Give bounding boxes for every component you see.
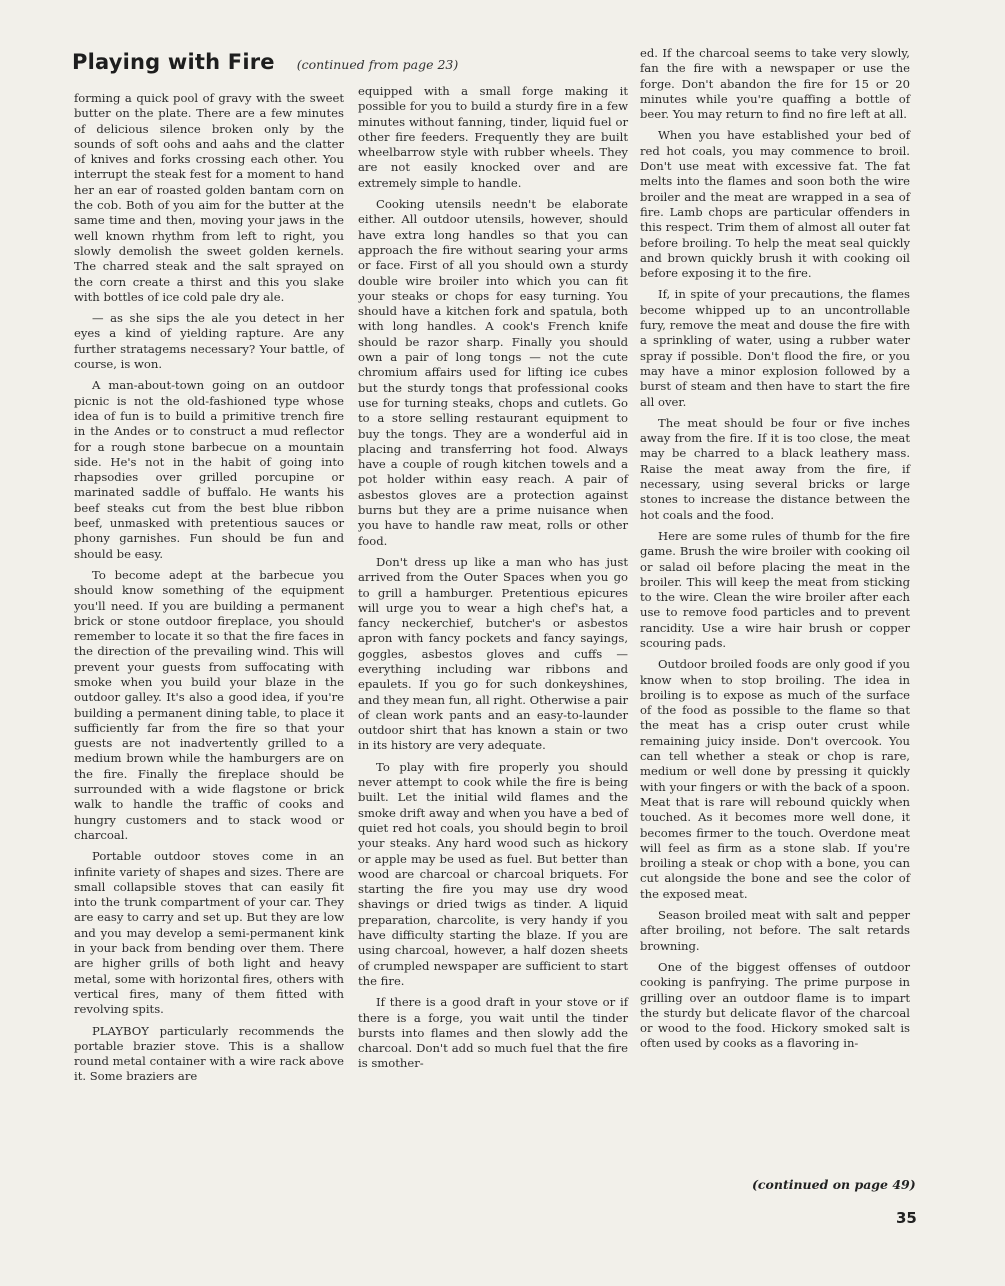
- text-column-3: [640, 46, 910, 1058]
- continued-on-note: (continued on page 49): [752, 1177, 916, 1192]
- paragraph: A man-about-town going on an outdoor picnic is not the old-fashioned type whose idea of fun is to build a primitive trench fire in the Andes or to construct a mud reflector for a rough stone barbecue on a mountain side. He's not in the habit of going into rhapsodies over grilled porcupine or marinated saddle of buffalo. He wants his beef steaks cut from the best blue ribbon beef, unmasked with pretentious sauces or phony garnishes. Fun should be fun and should be easy.: [74, 378, 344, 561]
- paragraph: One of the biggest offenses of outdoor cooking is panfrying. The prime purpose in grilling over an outdoor flame is to impart the sturdy but delicate flavor of the charcoal or wood to the food. Hickory smoked salt is often used by cooks as a flavoring in-: [640, 959, 910, 1051]
- paragraph: To become adept at the barbecue you should know something of the equipment you'll need. If you are building a permanent brick or stone outdoor fireplace, you should remember to locate it so that the fire faces in the direction of the prevailing wind. This will prevent your guests from suffocating with smoke when you build your blaze in the outdoor galley. It's also a good idea, if you're building a permanent dining table, to place it sufficiently far from the fire so that your guests are not inadvertently grilled to a medium brown while the hamburgers are on the fire. Finally the fireplace should be surrounded with a wide flagstone or brick walk to handle the traffic of cooks and hungry customers and to stack wood or charcoal.: [74, 567, 344, 842]
- paragraph: Cooking utensils needn't be elaborate either. All outdoor utensils, however, should have extra long handles so that you can approach the fire without searing your arms or face. First of all you should own a sturdy double wire broiler into which you can fit your steaks or chops for easy turning. You should have a kitchen fork and spatula, both with long handles. A cook's French knife should be razor sharp. Finally you should own a pair of long tongs — not the cute chromium affairs used for lifting ice cubes but the sturdy tongs that professional cooks use for turning steaks, chops and cutlets. Go to a store selling restaurant equipment to buy the tongs. They are a wonderful aid in placing and transferring hot food. Always have a couple of rough kitchen towels and a pot holder within easy reach. A pair of asbestos gloves are a protection against burns but they are a prime nuisance when you have to handle raw meat, rolls or other food.: [358, 197, 628, 548]
- paragraph: forming a quick pool of gravy with the sweet butter on the plate. There are a few minutes of delicious silence broken only by the sounds of soft oohs and aahs and the clatter of knives and forks crossing each other. You interrupt the steak fest for a moment to hand her an ear of roasted golden bantam corn on the cob. Both of you aim for the butter at the same time and then, moving your jaws in the well known rhythm from left to right, you slowly demolish the sweet golden kernels. The charred steak and the salt sprayed on the corn create a thirst and this you slake with bottles of ice cold pale dry ale.: [74, 91, 344, 304]
- paragraph: To play with fire properly you should never attempt to cook while the fire is being built. Let the initial wild flames and the smoke drift away and when you have a bed of quiet red hot coals, you should begin to broil your steaks. Any hard wood such as hickory or apple may be used as fuel. But better than wood are charcoal or charcoal briquets. For starting the fire you may use dry wood shavings or dried twigs as tinder. A liquid preparation, charcolite, is very handy if you have difficulty starting the blaze. If you are using charcoal, however, a half dozen sheets of crumpled newspaper are sufficient to start the fire.: [358, 759, 628, 988]
- paragraph: Here are some rules of thumb for the fire game. Brush the wire broiler with cooking oil or salad oil before placing the meat in the broiler. This will keep the meat from sticking to the wire. Clean the wire broiler after each use to remove food particles and to prevent rancidity. Use a wire hair brush or copper scouring pads.: [640, 528, 910, 650]
- article-header: [72, 50, 632, 74]
- paragraph: Portable outdoor stoves come in an infinite variety of shapes and sizes. There are small collapsible stoves that can easily fit into the trunk compartment of your car. They are easy to carry and set up. But they are low and you may develop a semi-permanent kink in your back from bending over them. There are higher grills of both light and heavy metal, some with horizontal fires, others with vertical fires, many of them fitted with revolving spits.: [74, 849, 344, 1017]
- text-column-1: [74, 91, 344, 1091]
- page-number: 35: [896, 1209, 917, 1227]
- paragraph: If, in spite of your precautions, the flames become whipped up to an uncontrollable fury, remove the meat and douse the fire with a sprinkling of water, using a rubber water spray if possible. Don't flood the fire, or you may have a minor explosion followed by a burst of steam and then have to start the fire all over.: [640, 287, 910, 409]
- paragraph: Outdoor broiled foods are only good if you know when to stop broiling. The idea in broiling is to expose as much of the surface of the food as possible to the flame so that the meat has a crisp outer crust while remaining juicy inside. Don't overcook. You can tell whether a steak or chop is rare, medium or well done by pressing it quickly with your fingers or with the back of a spoon. Meat that is rare will rebound quickly when touched. As it becomes more well done, it becomes firmer to the touch. Overdone meat will feel as firm as a stone slab. If you're broiling a steak or chop with a bone, you can cut alongside the bone and see the color of the exposed meat.: [640, 657, 910, 901]
- paragraph: — as she sips the ale you detect in her eyes a kind of yielding rapture. Are any further stratagems necessary? Your battle, of course, is won.: [74, 311, 344, 372]
- paragraph: PLAYBOY particularly recommends the portable brazier stove. This is a shallow round metal container with a wire rack above it. Some braziers are: [74, 1023, 344, 1084]
- paragraph: When you have established your bed of red hot coals, you may commence to broil. Don't use meat with excessive fat. The fat melts into the flames and soon both the wire broiler and the meat are wrapped in a sea of fire. Lamb chops are particular offenders in this respect. Trim them of almost all outer fat before broiling. To help the meat seal quickly and brown quickly brush it with cooking oil before exposing it to the fire.: [640, 128, 910, 281]
- paragraph: The meat should be four or five inches away from the fire. If it is too close, the meat may be charred to a black leathery mass. Raise the meat away from the fire, if necessary, using several bricks or large stones to increase the distance between the hot coals and the food.: [640, 415, 910, 522]
- text-column-2: [358, 84, 628, 1078]
- paragraph: ed. If the charcoal seems to take very slowly, fan the fire with a newspaper or use the forge. Don't abandon the fire for 15 or 20 minutes while you're quaffing a bottle of beer. You may return to find no fire left at all.: [640, 46, 910, 122]
- paragraph: If there is a good draft in your stove or if there is a forge, you wait until the tinder bursts into flames and then slowly add the charcoal. Don't add so much fuel that the fire is smother-: [358, 995, 628, 1071]
- article-title: Playing with Fire: [72, 50, 275, 74]
- continued-from-note: (continued from page 23): [296, 57, 459, 72]
- paragraph: Don't dress up like a man who has just arrived from the Outer Spaces when you go to grill a hamburger. Pretentious epicures will urge you to wear a high chef's hat, a fancy neckerchief, butcher's or asbestos apron with fancy pockets and fancy sayings, goggles, asbestos gloves and cuffs — everything including war ribbons and epaulets. If you go for such donkeyshines, and they mean fun, all right. Otherwise a pair of clean work pants and an easy-to-launder outdoor shirt that has known a stain or two in its history are very adequate.: [358, 554, 628, 753]
- paragraph: equipped with a small forge making it possible for you to build a sturdy fire in a few minutes without fanning, tinder, liquid fuel or other fire feeders. Frequently they are built wheelbarrow style with rubber wheels. They are not easily knocked over and are extremely simple to handle.: [358, 84, 628, 190]
- paragraph: Season broiled meat with salt and pepper after broiling, not before. The salt retards browning.: [640, 908, 910, 953]
